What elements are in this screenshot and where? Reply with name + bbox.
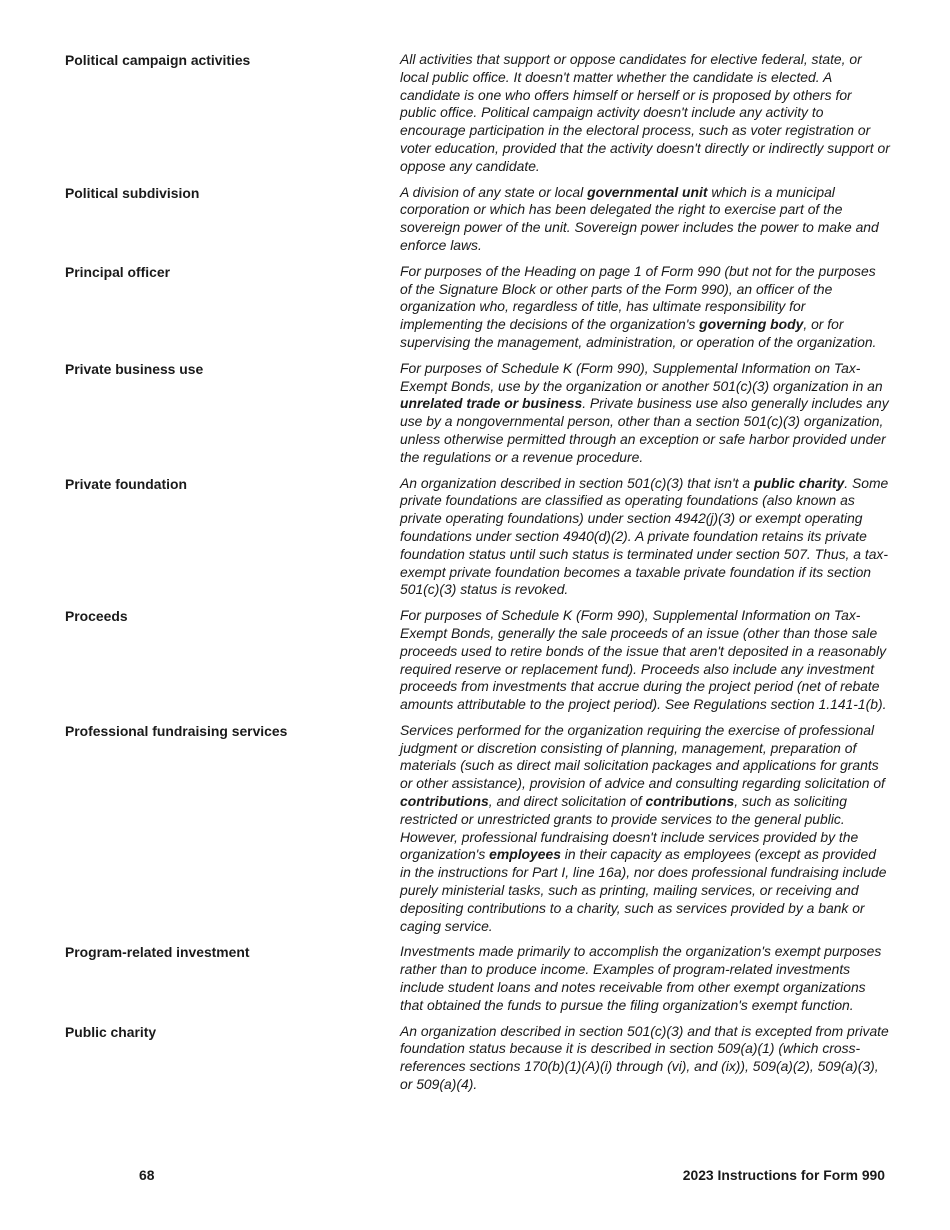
definition-text: Investments made primarily to accomplish the organization's exempt purposes rather than to produce income. Examples of program-related investments include student loans and notes receivable from other exempt organizations that obtained the funds to pursue the filing organization's exempt function. [400, 943, 882, 1013]
definition-text: , and direct solicitation of [488, 793, 646, 810]
defined-term-reference: public charity [753, 474, 845, 491]
definition-text: For purposes of Schedule K (Form 990), Supplemental Information on Tax-Exempt Bonds, use by the organization or another 501(c)(3) organization in an [400, 359, 883, 394]
glossary-term: Principal officer [65, 263, 170, 280]
glossary-term: Political campaign activities [65, 52, 251, 68]
defined-term-reference: unrelated trade or business [400, 395, 583, 412]
definition-text: All activities that support or oppose candidates for elective federal, state, or local public office. It doesn't matter whether the candidate is elected. A candidate is one who offers himself or herself or is proposed by others for public office. Political campaign activity doesn't include any activity to encourage participation in the electoral process, such as voter registration or voter education, provided that the activity doesn't directly or indirectly support or oppose any candidate. [400, 51, 890, 174]
definition-text: A division of any state or local [400, 183, 588, 200]
glossary-entry [65, 943, 895, 1014]
defined-term-reference: contributions [400, 793, 489, 810]
glossary-term: Proceeds [65, 608, 128, 625]
definition-text: For purposes of Schedule K (Form 990), Supplemental Information on Tax-Exempt Bonds, generally the sale proceeds of an issue (other than those sale proceeds used to retire bonds of the issue that aren't deposited in a reasonably required reserve or replacement fund). Proceeds also include any investment proceeds from investments that accrue during the project period (net of rebate amounts attributable to the project period). See Regulations section 1.141-1(b). [400, 607, 887, 713]
definition-text: An organization described in section 501(c)(3) that isn't a [400, 474, 754, 491]
glossary-entry [65, 607, 895, 714]
glossary-definition [400, 943, 890, 1014]
definition-text: which is a municipal corporation or which has been delegated the right to exercise part of the sovereign power of the unit. Sovereign power includes the power to make and enforce laws. [400, 183, 879, 253]
glossary-term: Public charity [65, 1023, 157, 1040]
definition-text: , such as soliciting restricted or unrestricted grants to provide services to the general public. However, professional fundraising doesn't include services provided by the organization's [400, 793, 859, 863]
definition-text: An organization described in section 501(c)(3) and that is excepted from private foundation status because it is described in section 509(a)(1) (which cross-references sections 170(b)(1)(A)(i) through (vi), and (ix)), 509(a)(2), 509(a)(3), or 509(a)(4). [400, 1022, 889, 1093]
glossary-term: Private business use [65, 360, 204, 377]
glossary-entry [65, 1023, 895, 1094]
definition-text: . Some private foundations are classified as operating foundations (also known as private operating foundations) under section 4942(j)(3) or exempt operating foundations under section 4940(d)(2). A private foundation retains its private foundation status until such status is terminated under section 507. Thus, a tax-exempt private foundation becomes a taxable private foundation if its section 501(c)(3) status is revoked. [400, 474, 889, 598]
glossary-definition [400, 51, 890, 176]
defined-term-reference: employees [489, 846, 561, 863]
glossary-term: Program-related investment [65, 944, 250, 961]
glossary [65, 51, 895, 1102]
definition-text: , or for supervising the management, administration, or operation of the organization. [400, 316, 877, 350]
glossary-definition [400, 360, 890, 467]
glossary-term: Political subdivision [65, 184, 200, 201]
glossary-definition [400, 722, 890, 936]
page-number: 68 [139, 1167, 155, 1183]
glossary-definition [400, 1023, 890, 1094]
glossary-term: Private foundation [65, 475, 187, 492]
definition-text: in their capacity as employees (except as provided in the instructions for Part I, line 16a), nor does professional fundraising include purely ministerial tasks, such as printing, mailing services, or receiving and depositing contributions to a charity, such as services provided by a bank or caging service. [400, 846, 887, 934]
glossary-entry [65, 722, 895, 936]
glossary-entry [65, 475, 895, 600]
definition-text: For purposes of the Heading on page 1 of Form 990 (but not for the purposes of the Signature Block or other parts of the Form 990), an officer of the organization who, regardless of title, has ultimate responsibility for implementing the decisions of the organization's [400, 262, 876, 333]
defined-term-reference: governmental unit [587, 183, 708, 200]
page-footer [0, 1167, 950, 1187]
glossary-definition [400, 607, 890, 714]
defined-term-reference: contributions [645, 793, 735, 810]
definition-text: . Private business use also generally includes any use by a nongovernmental person, other than a section 501(c)(3) organization, unless otherwise permitted through an exception or safe harbor provided under the regulations or a revenue procedure. [400, 395, 889, 465]
glossary-definition [400, 263, 890, 352]
defined-term-reference: governing body [699, 316, 804, 333]
definition-text: Services performed for the organization requiring the exercise of professional judgment or discretion consisting of planning, management, preparation of materials (such as direct mail solicitation packages and applications for grants or other assistance), provision of advice and consulting regarding solicitation of [400, 721, 885, 792]
glossary-definition [400, 475, 890, 600]
document-title: 2023 Instructions for Form 990 [682, 1167, 885, 1183]
glossary-definition [400, 184, 890, 255]
glossary-entry [65, 360, 895, 467]
glossary-entry [65, 263, 895, 352]
glossary-term: Professional fundraising services [65, 722, 288, 739]
glossary-entry [65, 184, 895, 255]
glossary-entry [65, 51, 895, 176]
